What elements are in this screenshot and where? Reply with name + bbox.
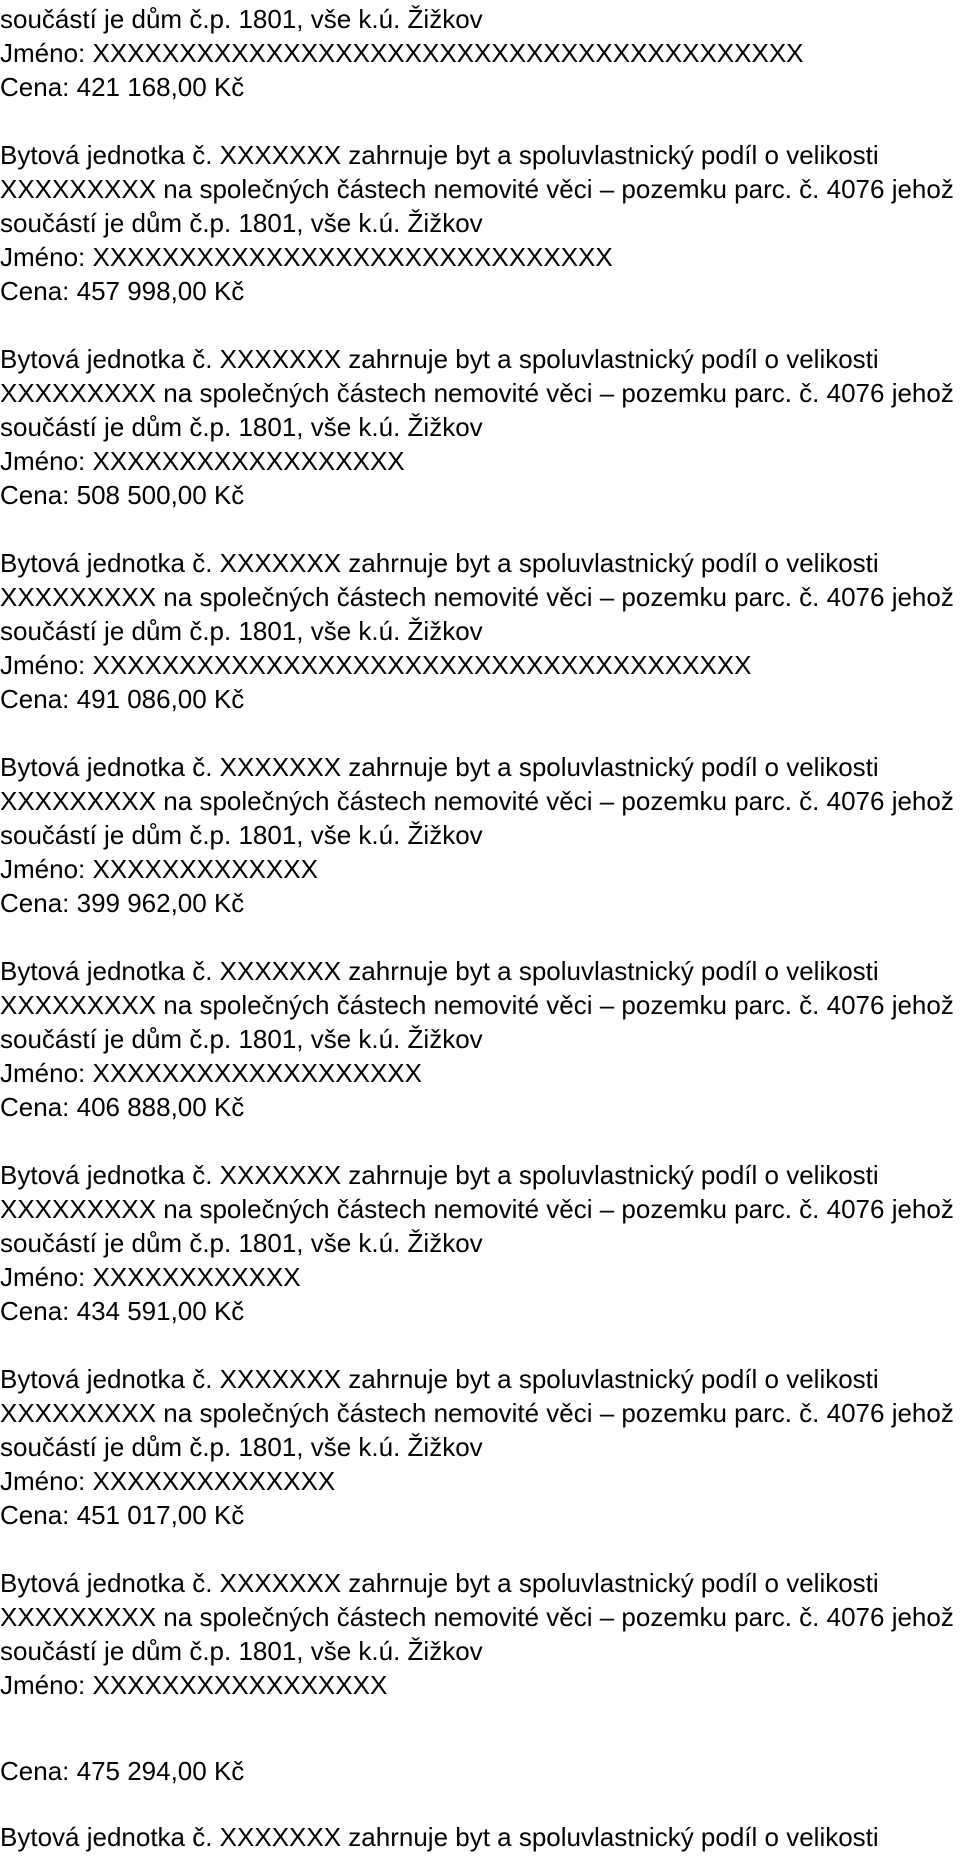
entry-7-share-line: XXXXXXXXX na společných částech nemovité věci – pozemku parc. č. 4076 jehož xyxy=(0,1398,954,1428)
entry-3-name-line: Jméno: XXXXXXXXXXXXXXXXXXXXXXXXXXXXXXXXXXXXXX xyxy=(0,650,752,680)
entry-5-share-line: XXXXXXXXX na společných částech nemovité věci – pozemku parc. č. 4076 jehož xyxy=(0,990,954,1020)
entry-2-ownership-line: součástí je dům č.p. 1801, vše k.ú. Žižkov xyxy=(0,412,483,442)
fragment-price-line: Cena: 421 168,00 Kč xyxy=(0,72,245,102)
entry-4-share-line: XXXXXXXXX na společných částech nemovité věci – pozemku parc. č. 4076 jehož xyxy=(0,786,954,816)
entry-4-ownership-line: součástí je dům č.p. 1801, vše k.ú. Žižkov xyxy=(0,820,483,850)
entry-7-unit-line: Bytová jednotka č. XXXXXXX zahrnuje byt a spoluvlastnický podíl o velikosti xyxy=(0,1364,879,1394)
entry-3-ownership-line: součástí je dům č.p. 1801, vše k.ú. Žižkov xyxy=(0,616,483,646)
entry-5-price-line: Cena: 406 888,00 Kč xyxy=(0,1092,245,1122)
entry-3-price-line: Cena: 491 086,00 Kč xyxy=(0,684,245,714)
entry-3-unit-line: Bytová jednotka č. XXXXXXX zahrnuje byt a spoluvlastnický podíl o velikosti xyxy=(0,548,879,578)
entry-4-name-line: Jméno: XXXXXXXXXXXXX xyxy=(0,854,318,884)
entry-2-price-line: Cena: 508 500,00 Kč xyxy=(0,480,245,510)
entry-7-name-line: Jméno: XXXXXXXXXXXXXX xyxy=(0,1466,336,1496)
entry-6-ownership-line: součástí je dům č.p. 1801, vše k.ú. Žižkov xyxy=(0,1228,483,1258)
fragment-name-line: Jméno: XXXXXXXXXXXXXXXXXXXXXXXXXXXXXXXXXXXXXXXXX xyxy=(0,38,804,68)
entry-6-share-line: XXXXXXXXX na společných částech nemovité věci – pozemku parc. č. 4076 jehož xyxy=(0,1194,954,1224)
entry-8-name-line: Jméno: XXXXXXXXXXXXXXXXX xyxy=(0,1670,388,1700)
entry-7-ownership-line: součástí je dům č.p. 1801, vše k.ú. Žižkov xyxy=(0,1432,483,1462)
entry-5-unit-line: Bytová jednotka č. XXXXXXX zahrnuje byt a spoluvlastnický podíl o velikosti xyxy=(0,956,879,986)
entry-6-price-line: Cena: 434 591,00 Kč xyxy=(0,1296,245,1326)
entry-8-price-line: Cena: 475 294,00 Kč xyxy=(0,1756,245,1786)
entry-8-unit-line: Bytová jednotka č. XXXXXXX zahrnuje byt a spoluvlastnický podíl o velikosti xyxy=(0,1568,879,1598)
entry-8-ownership-line: součástí je dům č.p. 1801, vše k.ú. Žižkov xyxy=(0,1636,483,1666)
entry-8-share-line: XXXXXXXXX na společných částech nemovité věci – pozemku parc. č. 4076 jehož xyxy=(0,1602,954,1632)
entry-5-ownership-line: součástí je dům č.p. 1801, vše k.ú. Žižkov xyxy=(0,1024,483,1054)
entry-1-share-line: XXXXXXXXX na společných částech nemovité věci – pozemku parc. č. 4076 jehož xyxy=(0,174,954,204)
entry-6-name-line: Jméno: XXXXXXXXXXXX xyxy=(0,1262,301,1292)
entry-3-share-line: XXXXXXXXX na společných částech nemovité věci – pozemku parc. č. 4076 jehož xyxy=(0,582,954,612)
entry-1-ownership-line: součástí je dům č.p. 1801, vše k.ú. Žižkov xyxy=(0,208,483,238)
entry-4-unit-line: Bytová jednotka č. XXXXXXX zahrnuje byt a spoluvlastnický podíl o velikosti xyxy=(0,752,879,782)
entry-2-name-line: Jméno: XXXXXXXXXXXXXXXXXX xyxy=(0,446,405,476)
entry-4-price-line: Cena: 399 962,00 Kč xyxy=(0,888,245,918)
entry-6-unit-line: Bytová jednotka č. XXXXXXX zahrnuje byt a spoluvlastnický podíl o velikosti xyxy=(0,1160,879,1190)
entry-1-price-line: Cena: 457 998,00 Kč xyxy=(0,276,245,306)
entry-1-name-line: Jméno: XXXXXXXXXXXXXXXXXXXXXXXXXXXXXX xyxy=(0,242,613,272)
entry-1-unit-line: Bytová jednotka č. XXXXXXX zahrnuje byt a spoluvlastnický podíl o velikosti xyxy=(0,140,879,170)
entry-2-share-line: XXXXXXXXX na společných částech nemovité věci – pozemku parc. č. 4076 jehož xyxy=(0,378,954,408)
entry-7-price-line: Cena: 451 017,00 Kč xyxy=(0,1500,245,1530)
entry-2-unit-line: Bytová jednotka č. XXXXXXX zahrnuje byt a spoluvlastnický podíl o velikosti xyxy=(0,344,879,374)
entry-5-name-line: Jméno: XXXXXXXXXXXXXXXXXXX xyxy=(0,1058,422,1088)
fragment-ownership-line: součástí je dům č.p. 1801, vše k.ú. Žižkov xyxy=(0,4,483,34)
fragment-next-unit-line: Bytová jednotka č. XXXXXXX zahrnuje byt a spoluvlastnický podíl o velikosti xyxy=(0,1822,879,1852)
